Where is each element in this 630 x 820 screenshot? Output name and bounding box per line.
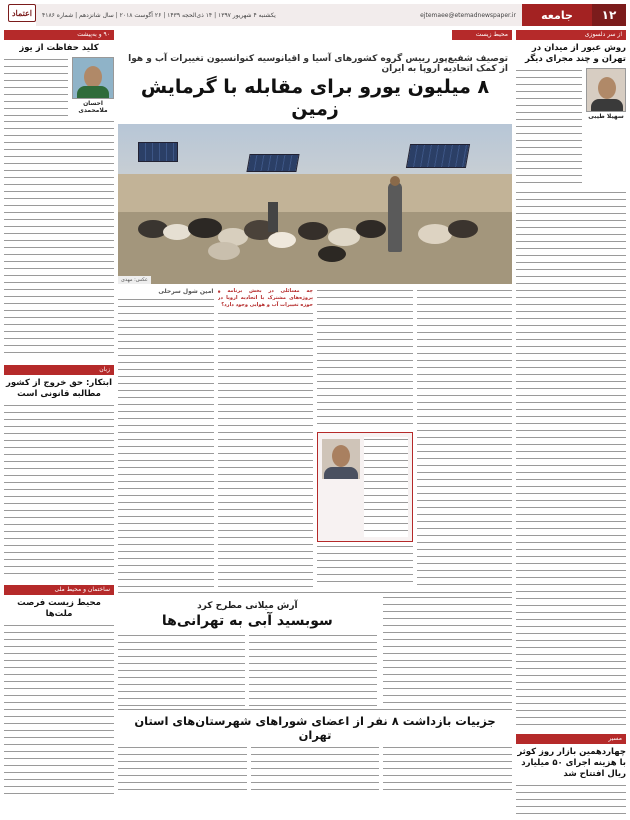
right-column-label-2: مسیر bbox=[516, 734, 626, 744]
section-email[interactable]: ejtemaee@etemadnewspaper.ir bbox=[420, 11, 516, 19]
author-name: سهیلا طیبی bbox=[588, 113, 624, 120]
photo-caption: عکس: مهدی bbox=[118, 276, 151, 284]
interviewee-photo bbox=[322, 439, 360, 479]
left-column-headline-3: محیط زیست فرصت ملت‌ها bbox=[17, 598, 101, 619]
right-article-body-2 bbox=[516, 783, 626, 820]
left-column-headline: کلید حفاظت از یوز bbox=[19, 43, 99, 53]
left-author-name: احسان ملامحمدی bbox=[78, 100, 108, 114]
arrest-section bbox=[118, 709, 512, 791]
dateline: یکشنبه ۴ شهریور ۱۳۹۷ | ۱۴ ذی‌الحجه ۱۴۳۹ | ۲۶ آگوست ۲۰۱۸ | سال شانزدهم | شماره ۴۱۸۶ bbox=[42, 11, 276, 19]
box-kicker: آرش میلانی مطرح کرد bbox=[197, 601, 298, 611]
main-headline: ۸ میلیون یورو برای مقابله با گرمایش زمین bbox=[140, 76, 490, 120]
interview-box bbox=[317, 432, 413, 542]
page-number: ۱۲ bbox=[592, 4, 626, 26]
left-author-box bbox=[72, 57, 114, 114]
main-col-4 bbox=[118, 288, 214, 588]
section-title: جامعه bbox=[522, 4, 592, 26]
main-article bbox=[118, 30, 512, 816]
page-header bbox=[4, 4, 626, 26]
bottom-headline: جزییات بازداشت ۸ نفر از اعضای شوراهای شهرستان‌های استان تهران bbox=[134, 714, 496, 742]
interview-question: چه مسائلی در بخش برنامه و پروژه‌های مشترک با اتحادیه اروپا در حوزه تغییرات آب و هوایی وجود دارد؟ bbox=[217, 288, 313, 308]
main-col-1 bbox=[417, 288, 513, 588]
right-column-headline-2: چهاردهمین بازار روز کوثر با هزینه اجرای ۵۰ میلیارد ریال افتتاح شد bbox=[517, 747, 626, 779]
right-column-headline: روش عبور از میدان در تهران و چند مجرای دیگر bbox=[524, 43, 626, 64]
main-photo bbox=[118, 124, 512, 284]
newspaper-logo: اعتماد bbox=[8, 4, 36, 22]
author-photo bbox=[586, 68, 626, 112]
left-column-label: ۹۰ و به‌پیشت bbox=[4, 30, 114, 40]
left-article-text-b bbox=[4, 119, 114, 357]
box-headline: سوبسید آبی به تهرانی‌ها bbox=[161, 613, 333, 629]
left-article-body-2 bbox=[4, 403, 114, 579]
right-author-box bbox=[586, 68, 626, 124]
main-col-2 bbox=[317, 288, 413, 588]
right-article-text bbox=[516, 68, 582, 188]
left-article-text-a bbox=[4, 57, 68, 117]
byline: امین شول سرحلی bbox=[158, 288, 214, 295]
left-column-label-2: زبان bbox=[4, 365, 114, 375]
left-column bbox=[4, 30, 114, 816]
left-column-label-3: ساختمان و محیط ملی bbox=[4, 585, 114, 595]
shepherd-figure bbox=[388, 182, 402, 252]
main-body-columns bbox=[118, 288, 512, 588]
right-column-label: از سر دلسوزی bbox=[516, 30, 626, 40]
water-subsidy-section bbox=[118, 592, 512, 707]
left-column-headline-2: ابتکار: حق خروج از کشور مطالبه قانونی است bbox=[5, 378, 113, 399]
main-kicker: توصیف شفیع‌پور رییس گروه کشورهای آسیا و اقیانوسیه کنوانسیون تغییرات آب و هوا از کمک اتحادیه اروپا به ایران bbox=[128, 54, 508, 74]
main-section-tag: محیط زیست bbox=[452, 30, 512, 40]
right-column bbox=[516, 30, 626, 816]
header-line bbox=[36, 4, 522, 26]
left-author-photo bbox=[72, 57, 114, 99]
main-col-3 bbox=[218, 288, 314, 588]
right-article-body bbox=[516, 190, 626, 730]
left-article-body-3 bbox=[4, 623, 114, 799]
